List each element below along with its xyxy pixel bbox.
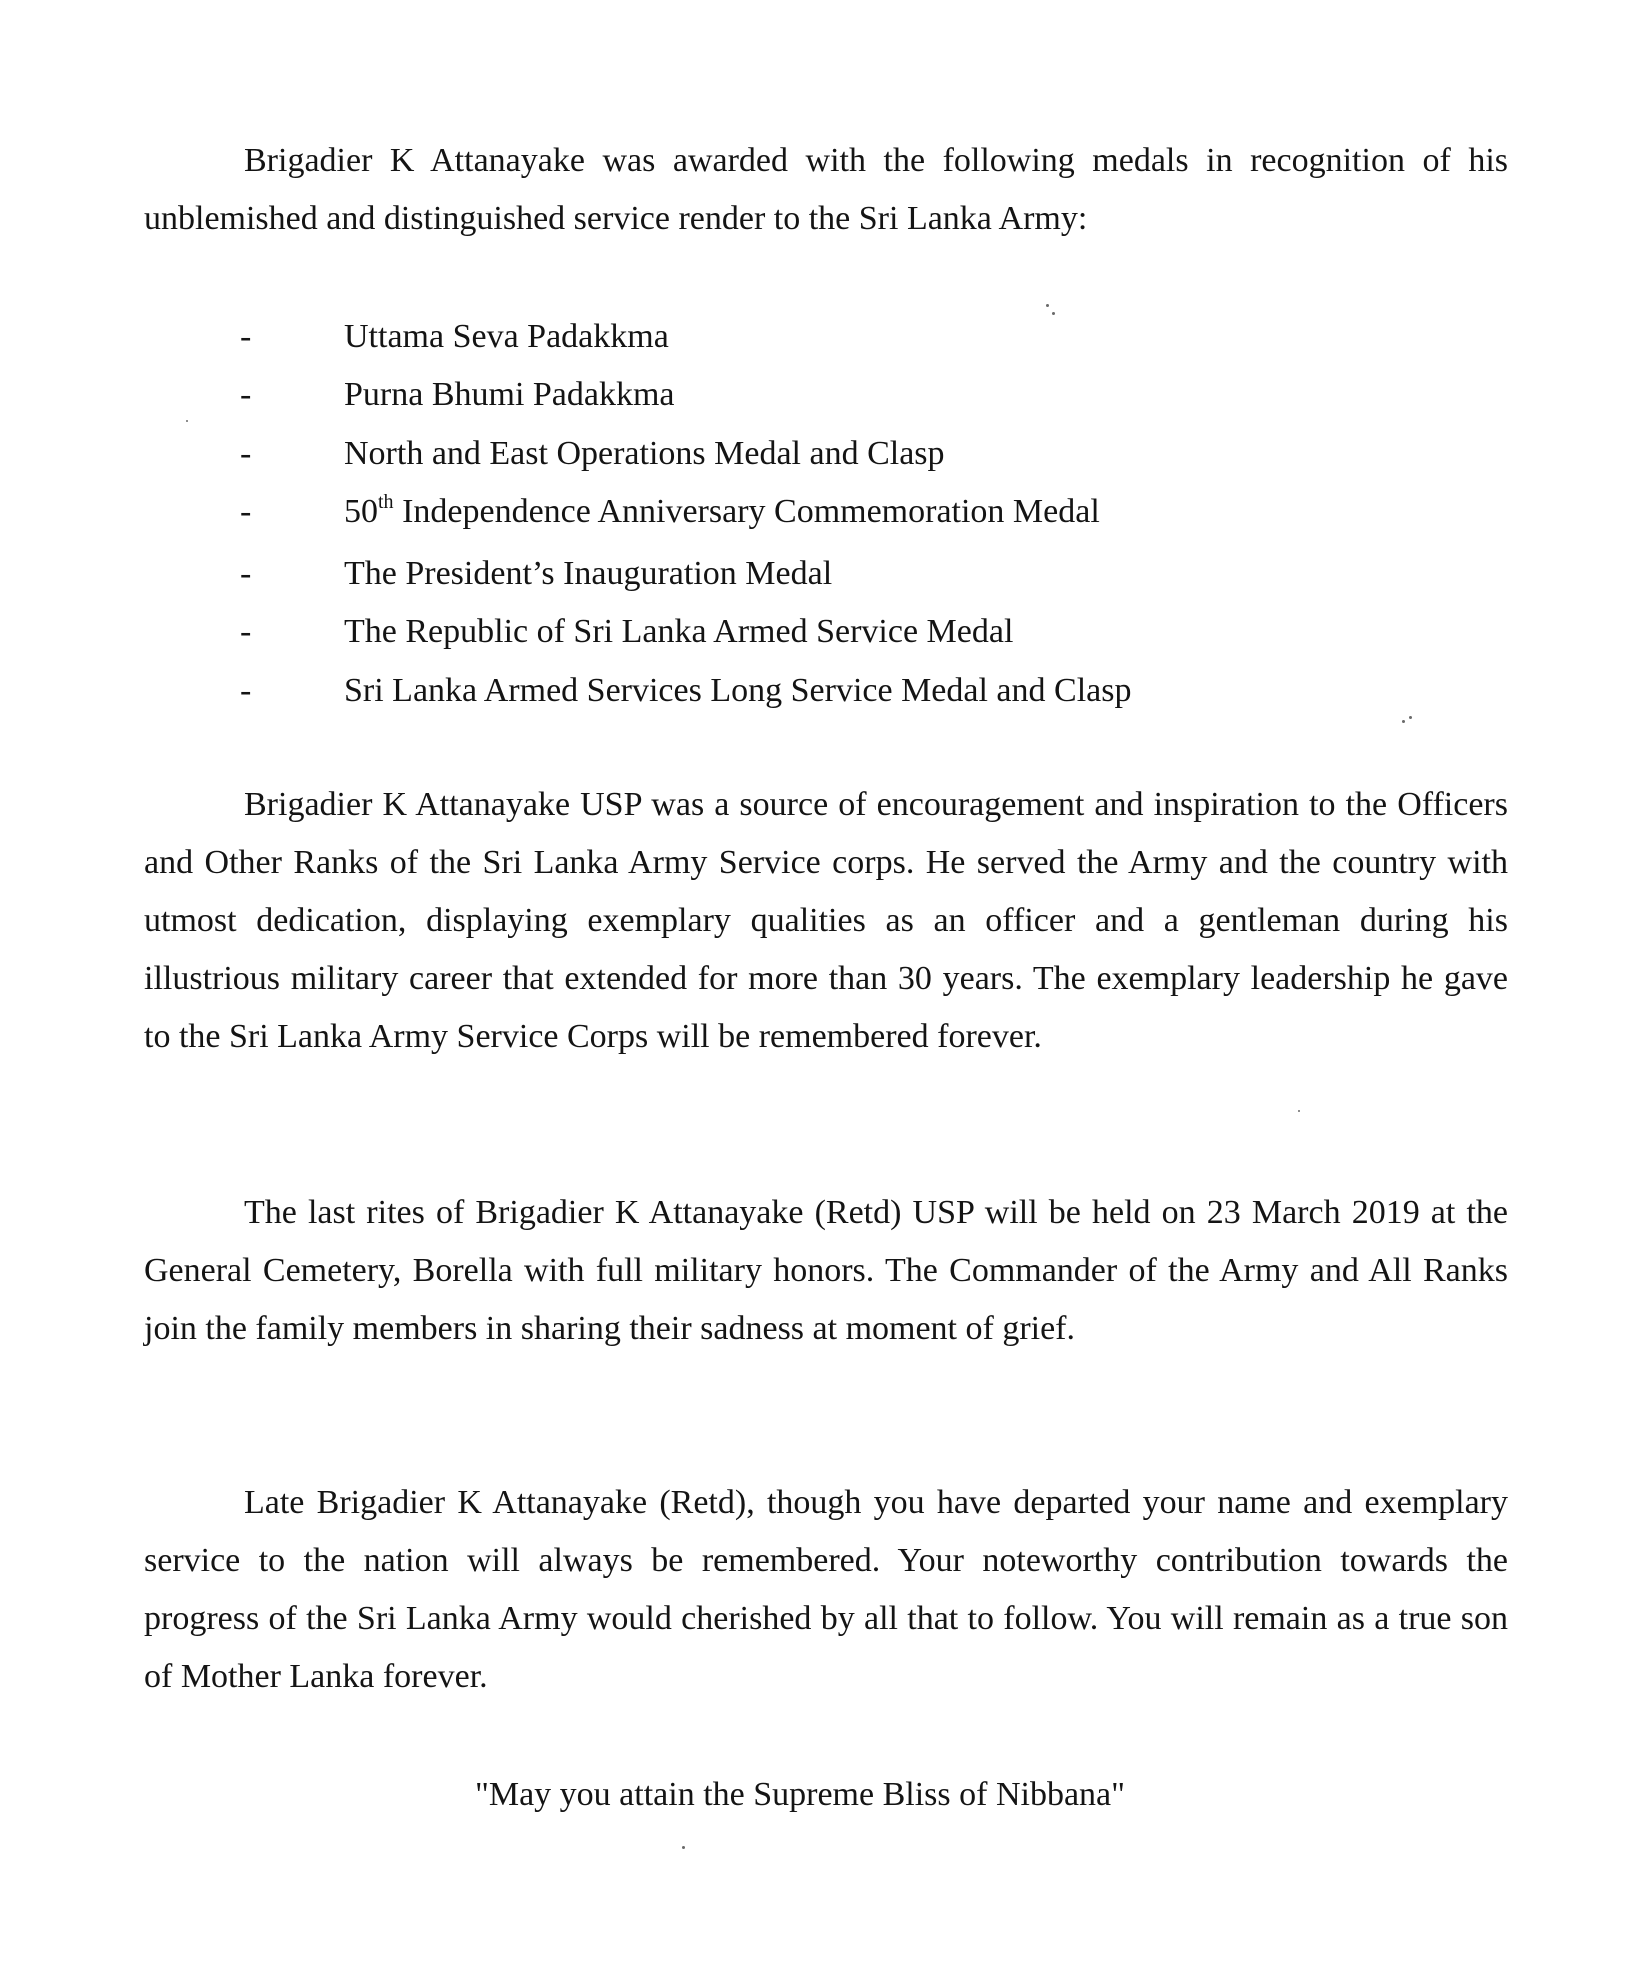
scan-speck: [682, 1846, 685, 1849]
scan-speck: [1046, 304, 1049, 307]
list-bullet: -: [240, 671, 252, 709]
list-item: [240, 425, 1131, 483]
medal-name: North and East Operations Medal and Clasp: [344, 434, 945, 472]
tribute-paragraph: Brigadier K Attanayake USP was a source of encouragement and inspiration to the Officers and Other Ranks of the Sri Lanka Army Service corps. He served the Army and the country with utmost dedication, displaying exemplary qualities as an officer and a gentleman during his illustrious military career that extended for more than 30 years. The exemplary leadership he gave to the Sri Lanka Army Service Corps will be remembered forever.: [144, 786, 1508, 1055]
scan-speck: [186, 420, 188, 422]
medal-list: [240, 308, 1131, 720]
scan-speck: [1052, 312, 1055, 315]
list-bullet: -: [240, 492, 252, 530]
list-item: [240, 662, 1131, 720]
medals-intro-paragraph: Brigadier K Attanayake was awarded with the following medals in recognition of his unblemished and distinguished service render to the Sri Lanka Army:: [144, 142, 1508, 237]
closing-blessing: "May you attain the Supreme Bliss of Nibbana": [474, 1776, 1126, 1813]
list-bullet: -: [240, 613, 252, 651]
list-item: [240, 545, 1131, 603]
farewell-paragraph: Late Brigadier K Attanayake (Retd), though you have departed your name and exemplary service to the nation will always be remembered. Your noteworthy contribution towards the progress of the Sri Lanka Army would cherished by all that to follow. You will remain as a true son of Mother Lanka forever.: [144, 1484, 1508, 1695]
medal-name: The Republic of Sri Lanka Armed Service Medal: [344, 613, 1014, 651]
scan-speck: [1402, 720, 1405, 723]
scan-speck: [1409, 716, 1412, 719]
list-item: [240, 366, 1131, 424]
scan-speck: [1298, 1110, 1300, 1112]
medal-name: Uttama Seva Padakkma: [344, 318, 669, 355]
list-bullet: -: [240, 434, 252, 472]
list-item: [240, 308, 1131, 366]
medal-name-number: 50: [344, 492, 378, 530]
list-item: [240, 603, 1131, 661]
medal-name: Purna Bhumi Padakkma: [344, 376, 675, 414]
medal-name: Sri Lanka Armed Services Long Service Medal and Clasp: [344, 671, 1132, 709]
list-bullet: -: [240, 555, 252, 593]
medal-name: The President’s Inauguration Medal: [344, 555, 833, 593]
list-bullet: -: [240, 318, 252, 355]
list-item: [240, 483, 1131, 545]
list-bullet: -: [240, 376, 252, 414]
last-rites-paragraph: The last rites of Brigadier K Attanayake (Retd) USP will be held on 23 March 2019 at the General Cemetery, Borella with full military honors. The Commander of the Army and All Ranks join the family members in sharing their sadness at moment of grief.: [144, 1194, 1508, 1347]
ordinal-superscript: th: [378, 490, 394, 513]
medal-name-rest: Independence Anniversary Commemoration Medal: [393, 492, 1100, 530]
